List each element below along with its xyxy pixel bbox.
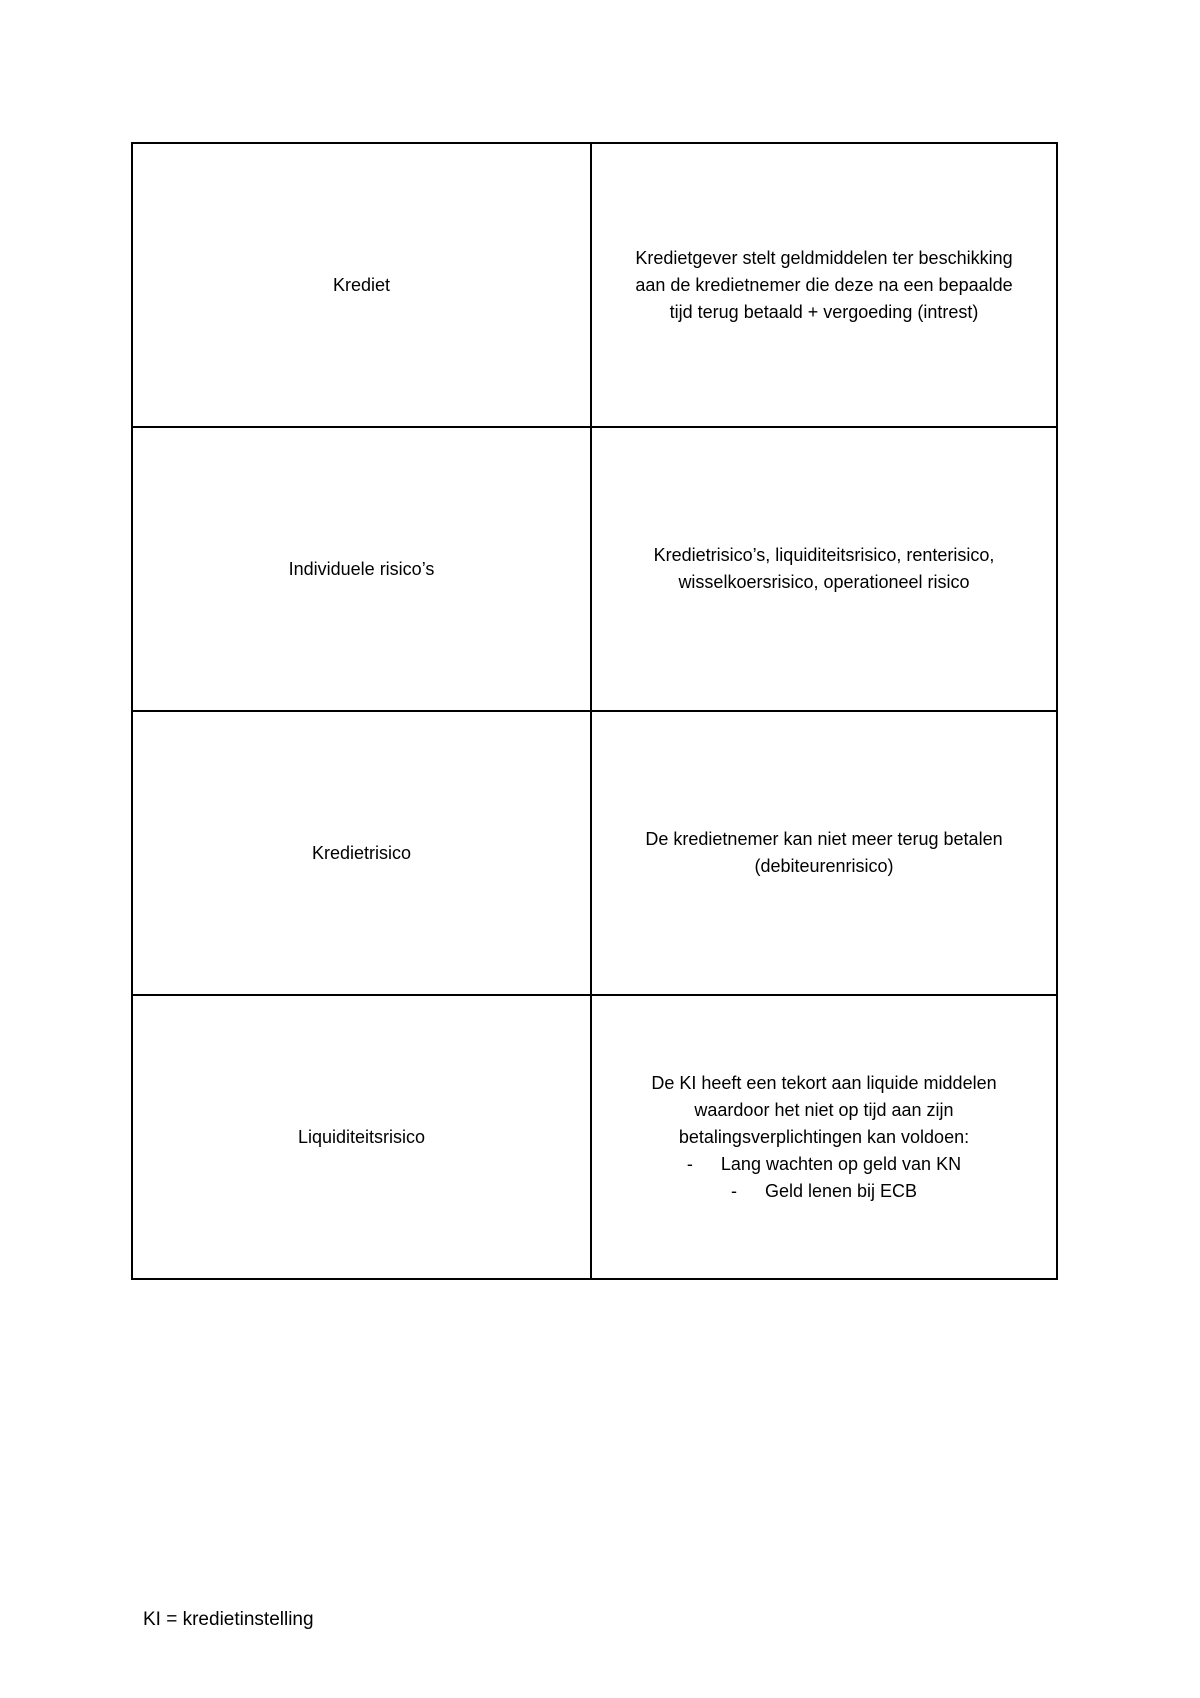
definition-line: waardoor het niet op tijd aan zijn [694,1099,954,1120]
definition-cell [591,995,1057,1279]
definition-line: wisselkoersrisico, operationeel risico [678,572,970,592]
term-cell [132,143,591,427]
bullet-marker: - [686,1153,693,1174]
definition-cell [591,143,1057,427]
definition-line: De kredietnemer kan niet meer terug betalen [645,829,1003,849]
table-row [132,427,1057,711]
definition-line: tijd terug betaald + vergoeding (intrest) [669,301,979,322]
definition-line: betalingsverplichtingen kan voldoen: [678,1126,970,1147]
definition-line: Kredietrisico’s, liquiditeitsrisico, renterisico, [653,545,995,565]
term-text: Liquiditeitsrisico [297,1126,426,1147]
footnote: KI = kredietinstelling [143,1609,314,1630]
term-cell [132,711,591,995]
bullet-list [606,1151,1042,1205]
definition-cell [591,427,1057,711]
bullet-item [606,1151,1042,1178]
term-cell [132,995,591,1279]
definition-cell [591,711,1057,995]
table-row [132,711,1057,995]
definition-line: Kredietgever stelt geldmiddelen ter beschikking [635,247,1013,268]
term-text: Kredietrisico [311,842,412,863]
bullet-text: Geld lenen bij ECB [764,1180,918,1201]
term-text: Individuele risico’s [288,558,435,579]
table-row [132,143,1057,427]
definition-line: (debiteurenrisico) [754,856,894,876]
bullet-item [606,1178,1042,1205]
definition-line: De KI heeft een tekort aan liquide middelen [651,1072,997,1093]
bullet-marker: - [730,1180,737,1201]
term-text: Krediet [332,274,391,295]
term-cell [132,427,591,711]
flashcard-table [131,142,1058,1280]
definition-line: aan de kredietnemer die deze na een bepaalde [635,274,1013,295]
bullet-text: Lang wachten op geld van KN [720,1153,962,1174]
table-row [132,995,1057,1279]
